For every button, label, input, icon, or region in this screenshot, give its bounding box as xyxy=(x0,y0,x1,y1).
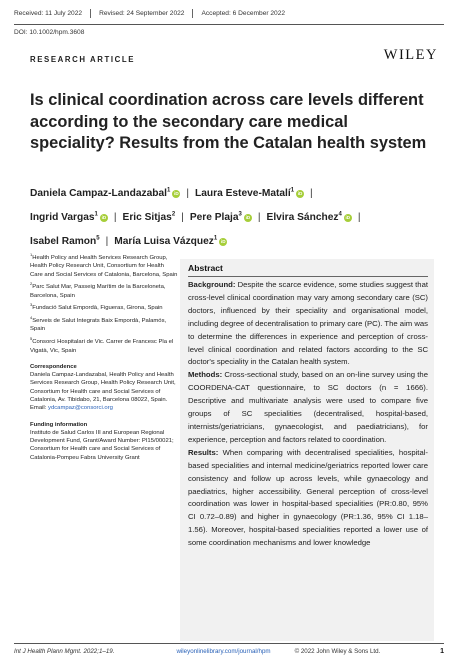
publisher-logo: WILEY xyxy=(383,47,438,63)
doi[interactable]: DOI: 10.1002/hpm.3608 xyxy=(14,29,85,36)
abstract-results: Results: When comparing with decentralised specialities, hospital-based specialities and internal medicine/geriatrics reported lower care consistency and follow up across levels, while gynaecology and paediatrics, higher accessibility. General perception of cross-level coordination was lower in hospital-based specialities (PR:0.80, 95% CI 0.72–0.89) and higher in gynaecology (PR:1.36, 95% CI 1.18–1.56). Moreover, hospital-based specialities reported a lower use of some coordination mechanisms and lower knowledge xyxy=(188,447,428,548)
author[interactable] xyxy=(30,212,108,223)
copyright: © 2022 John Wiley & Sons Ltd. xyxy=(294,648,381,655)
abstract-background: Background: Despite the scarce evidence, some studies suggest that cross-level clinical coordination may vary among secondary care (SC) doctors, influenced by their speciality and organisational model, including degree of decentralisation to primary care (PC). The aim was to determine the differences in experience and perception of cross-level clinical coordination and related factors according to the SC doctor's speciality in the Catalan health system. xyxy=(188,280,428,367)
header-rule xyxy=(14,24,444,25)
affiliation: $^5$Consorci Hospitalari de Vic. Carrer de Francesc Pla el Vigatà, Vic, Spain xyxy=(30,336,174,354)
author-name: María Luisa Vázquez xyxy=(114,236,214,248)
revised-date: Revised: 24 September 2022 xyxy=(99,9,185,17)
footer-rule xyxy=(14,643,444,644)
author[interactable] xyxy=(123,212,176,223)
received-date: Received: 11 July 2022 xyxy=(14,9,83,17)
author[interactable] xyxy=(267,212,352,223)
orcid-icon[interactable]: iD xyxy=(245,215,251,221)
abstract-rule xyxy=(188,276,428,277)
funding-text: Instituto de Salud Carlos III and European Regional Development Fund, Grant/Award Number: PI15/00021; Consortium for Health care and Social Services of Catalonia-Pompeu Fabra University Grant xyxy=(30,429,174,461)
page-footer xyxy=(14,648,444,655)
divider xyxy=(90,9,91,18)
author-separator: | xyxy=(310,188,313,200)
journal-url[interactable]: wileyonlinelibrary.com/journal/hpm xyxy=(176,648,271,655)
abstract-title: Abstract xyxy=(188,263,223,273)
author-separator: | xyxy=(257,212,261,224)
affiliation-ref: 3 xyxy=(238,211,242,218)
article-sidebar xyxy=(30,251,178,462)
page-number: 1 xyxy=(440,648,444,655)
author-name: Ingrid Vargas xyxy=(30,212,95,224)
author-name: Pere Plaja xyxy=(189,212,239,224)
affiliation: $^1$Health Policy and Health Services Research Group, Health Policy Research Unit, Consortium for Health Care and Social Services of Catalonia, Barcelona, Spain xyxy=(30,252,178,278)
author-name: Isabel Ramon xyxy=(30,236,97,248)
affiliation-ref: 1 xyxy=(94,211,98,218)
author-name: Elvira Sánchez xyxy=(266,212,339,224)
correspondence-heading: Correspondence xyxy=(30,363,77,370)
author-separator: | xyxy=(181,212,184,224)
affiliation-ref: 4 xyxy=(338,211,342,218)
correspondence-text: Daniela Campaz-Landazabal, Health Policy and Health Services Research Group, Health Policy Research Unit, Consortium for Health care and Social Services of Catalonia, Av. Tibidabo, 21, Barcelona 08022, Spain. Email: ydcampaz@consorci.org xyxy=(30,372,176,412)
author[interactable] xyxy=(190,212,252,223)
affiliation: $^2$Parc Salut Mar, Passeig Marítim de la Barceloneta, Barcelona, Spain xyxy=(30,281,166,299)
author-name: Laura Esteve-Matalí xyxy=(195,188,291,200)
author-separator: | xyxy=(105,236,109,248)
author-name: Eric Sitjas xyxy=(122,212,172,224)
orcid-icon[interactable]: iD xyxy=(220,239,226,245)
affiliation-ref: 1 xyxy=(290,188,295,194)
email-link[interactable]: ydcampaz@consorci.org xyxy=(48,405,113,412)
affiliation-ref: 1 xyxy=(167,188,171,194)
author-separator: | xyxy=(357,212,361,224)
abstract-box xyxy=(180,259,434,641)
author[interactable] xyxy=(30,188,180,199)
affiliation: $^3$Fundació Salut Empordà, Figueras, Girona, Spain xyxy=(30,302,163,312)
article-type: RESEARCH ARTICLE xyxy=(30,55,136,64)
divider xyxy=(192,9,193,18)
orcid-icon[interactable]: iD xyxy=(345,215,351,221)
email-label: Email: xyxy=(30,405,47,412)
author[interactable] xyxy=(114,236,227,247)
affiliation-ref: 5 xyxy=(96,235,100,242)
author-name: Daniela Campaz-Landazabal xyxy=(30,188,168,200)
article-history xyxy=(14,4,444,22)
accepted-date: Accepted: 6 December 2022 xyxy=(201,9,286,17)
author-list xyxy=(30,181,440,253)
affiliation-ref: 1 xyxy=(213,235,218,242)
article-title: Is clinical coordination across care levels different according to the secondary care medical speciality? Results from the Catalan health system xyxy=(30,91,427,152)
author-separator: | xyxy=(113,212,117,224)
journal-citation: Int J Health Plann Mgmt. 2022;1–19. xyxy=(14,648,115,655)
author[interactable] xyxy=(195,188,304,199)
abstract-methods: Methods: Cross-sectional study, based on an on-line survey using the COORDENA-CAT questionnaire, to SC doctors (n = 1666). Descriptive and multivariate analysis were used to compare five groups of SC specialities (decentralised, hospital-based, internists/geriatricians, gynaecologist, and paediatricians), for experience, perception and factors related to coordination. xyxy=(188,370,428,444)
abstract-body xyxy=(188,279,428,550)
funding-heading: Funding information xyxy=(30,421,88,428)
affiliation-ref: 2 xyxy=(171,211,176,218)
author[interactable] xyxy=(30,236,100,247)
orcid-icon[interactable]: iD xyxy=(174,191,179,197)
orcid-icon[interactable]: iD xyxy=(297,191,303,197)
author-separator: | xyxy=(186,188,190,200)
orcid-icon[interactable]: iD xyxy=(101,215,107,221)
affiliation: $^4$Serveis de Salut Integrats Baix Empordà, Palamós, Spain xyxy=(30,315,167,333)
